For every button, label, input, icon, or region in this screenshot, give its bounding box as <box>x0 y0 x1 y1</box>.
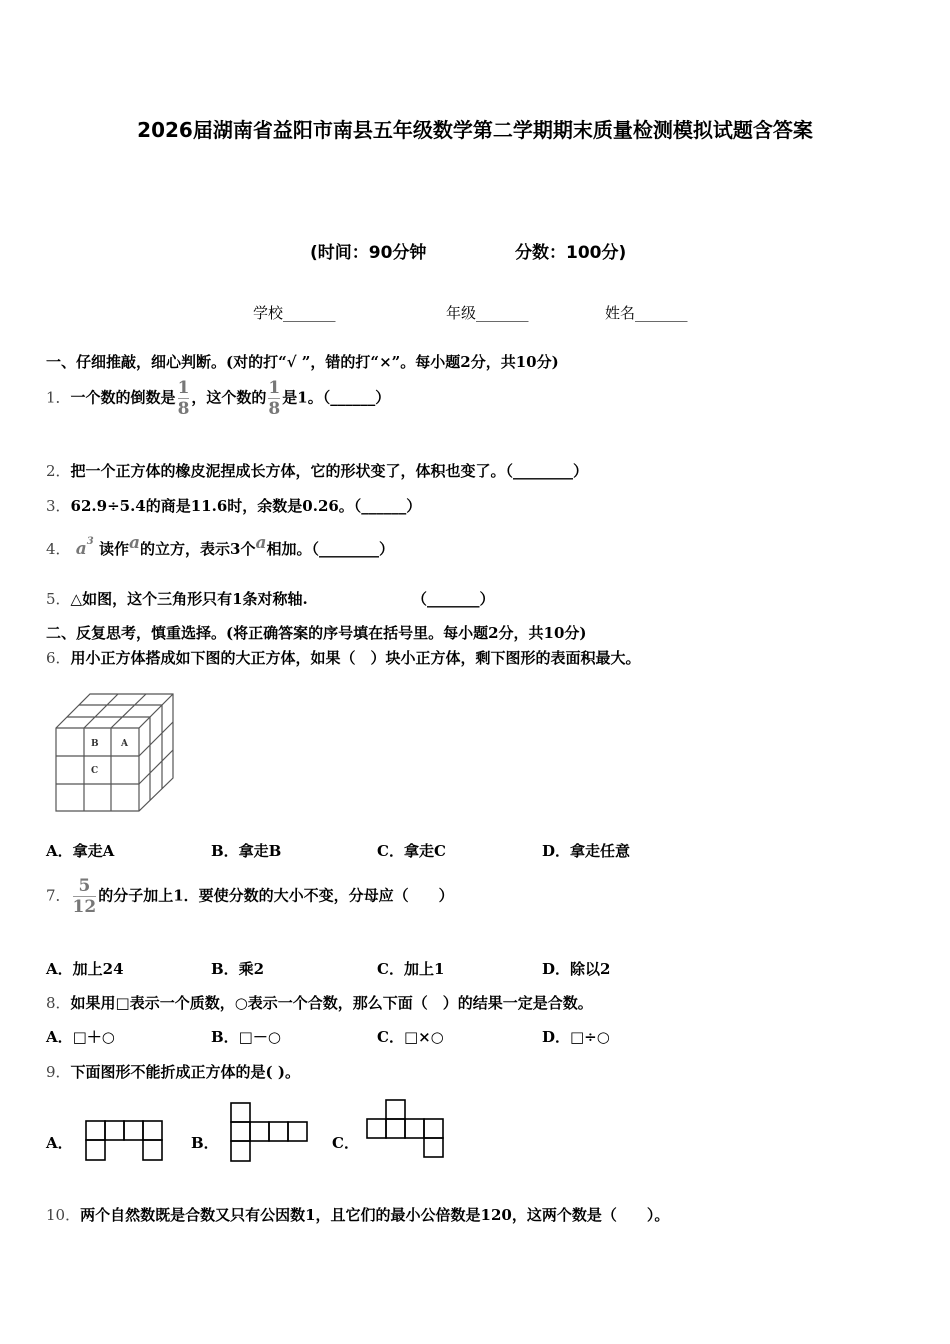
q9-option-c[interactable]: C． <box>332 1134 359 1152</box>
q8-option-d[interactable]: D．□÷○ <box>542 1028 610 1046</box>
q8-option-a[interactable]: A．□＋○ <box>46 1028 115 1046</box>
question-9: 9．下面图形不能折成正方体的是( )。 <box>46 1063 300 1081</box>
question-7: 7． $\frac{5}{12}$ 的分子加上1．要使分数的大小不变，分母应（ ） <box>46 876 454 917</box>
q5-blank: （_______） <box>412 590 495 608</box>
q-text: 一个数的倒数是 <box>70 388 176 407</box>
net-figure-b <box>230 1102 310 1166</box>
q-text: ，这个数的 <box>191 388 267 407</box>
q7-option-d[interactable]: D．除以2 <box>542 960 611 978</box>
cube-label-c: C <box>91 766 99 776</box>
q6-option-d[interactable]: D．拿走任意 <box>542 842 631 860</box>
grade-field: 年级_______ <box>446 304 529 322</box>
q7-option-c[interactable]: C．加上1 <box>377 960 445 978</box>
question-2: 2．把一个正方体的橡皮泥捏成长方体，它的形状变了，体积也变了。（________） <box>46 462 589 480</box>
question-8: 8．如果用□表示一个质数，○表示一个合数，那么下面（ ）的结果一定是合数。 <box>46 994 593 1012</box>
exam-score: 分数：100分) <box>515 243 627 263</box>
q8-option-b[interactable]: B．□－○ <box>211 1028 281 1046</box>
exam-time: (时间：90分钟 <box>310 243 427 263</box>
q9-option-b[interactable]: B． <box>191 1134 219 1152</box>
question-5: 5．△如图，这个三角形只有1条对称轴. <box>46 590 308 608</box>
fraction: $\frac{5}{12}$ <box>72 876 97 917</box>
question-1 <box>46 378 390 419</box>
q9-option-a[interactable]: A． <box>46 1134 73 1152</box>
q-number: 1． <box>46 388 71 407</box>
question-10: 10．两个自然数既是合数又只有公因数1，且它们的最小公倍数是120，这两个数是（ ）。 <box>46 1206 670 1224</box>
fraction: $\frac{1}{8}$ <box>268 378 281 419</box>
section-1-heading: 一、仔细推敲，细心判断。(对的打“√ ”，错的打“×”。每小题2分，共10分) <box>46 353 559 371</box>
q8-option-c[interactable]: C．□×○ <box>377 1028 444 1046</box>
q6-option-b[interactable]: B．拿走B <box>211 842 282 860</box>
question-3: 3．62.9÷5.4的商是11.6时，余数是0.26。（______） <box>46 497 422 515</box>
q6-option-a[interactable]: A．拿走A <box>46 842 115 860</box>
cube-label-b: B <box>91 739 99 749</box>
q6-option-c[interactable]: C．拿走C <box>377 842 446 860</box>
net-figure-c <box>366 1099 448 1161</box>
question-6: 6．用小正方体搭成如下图的大正方体，如果（ ）块小正方体，剩下图形的表面积最大。 <box>46 649 641 667</box>
cube-label-a: A <box>121 739 128 749</box>
cube-figure <box>52 690 177 815</box>
q7-option-b[interactable]: B．乘2 <box>211 960 265 978</box>
q-text: 是1。（______） <box>282 388 391 407</box>
section-2-heading: 二、反复思考，慎重选择。(将正确答案的序号填在括号里。每小题2分，共10分) <box>46 624 587 642</box>
net-figure-a <box>85 1120 165 1164</box>
question-4: 4． $a^3$ 读作$^a$的立方，表示3个$^a$相加。（________） <box>46 533 395 559</box>
fraction: $\frac{1}{8}$ <box>177 378 190 419</box>
exam-title: 2026届湖南省益阳市南县五年级数学第二学期期末质量检测模拟试题含答案 <box>137 118 813 142</box>
school-field: 学校_______ <box>253 304 336 322</box>
name-field: 姓名_______ <box>605 304 688 322</box>
q7-option-a[interactable]: A．加上24 <box>46 960 124 978</box>
